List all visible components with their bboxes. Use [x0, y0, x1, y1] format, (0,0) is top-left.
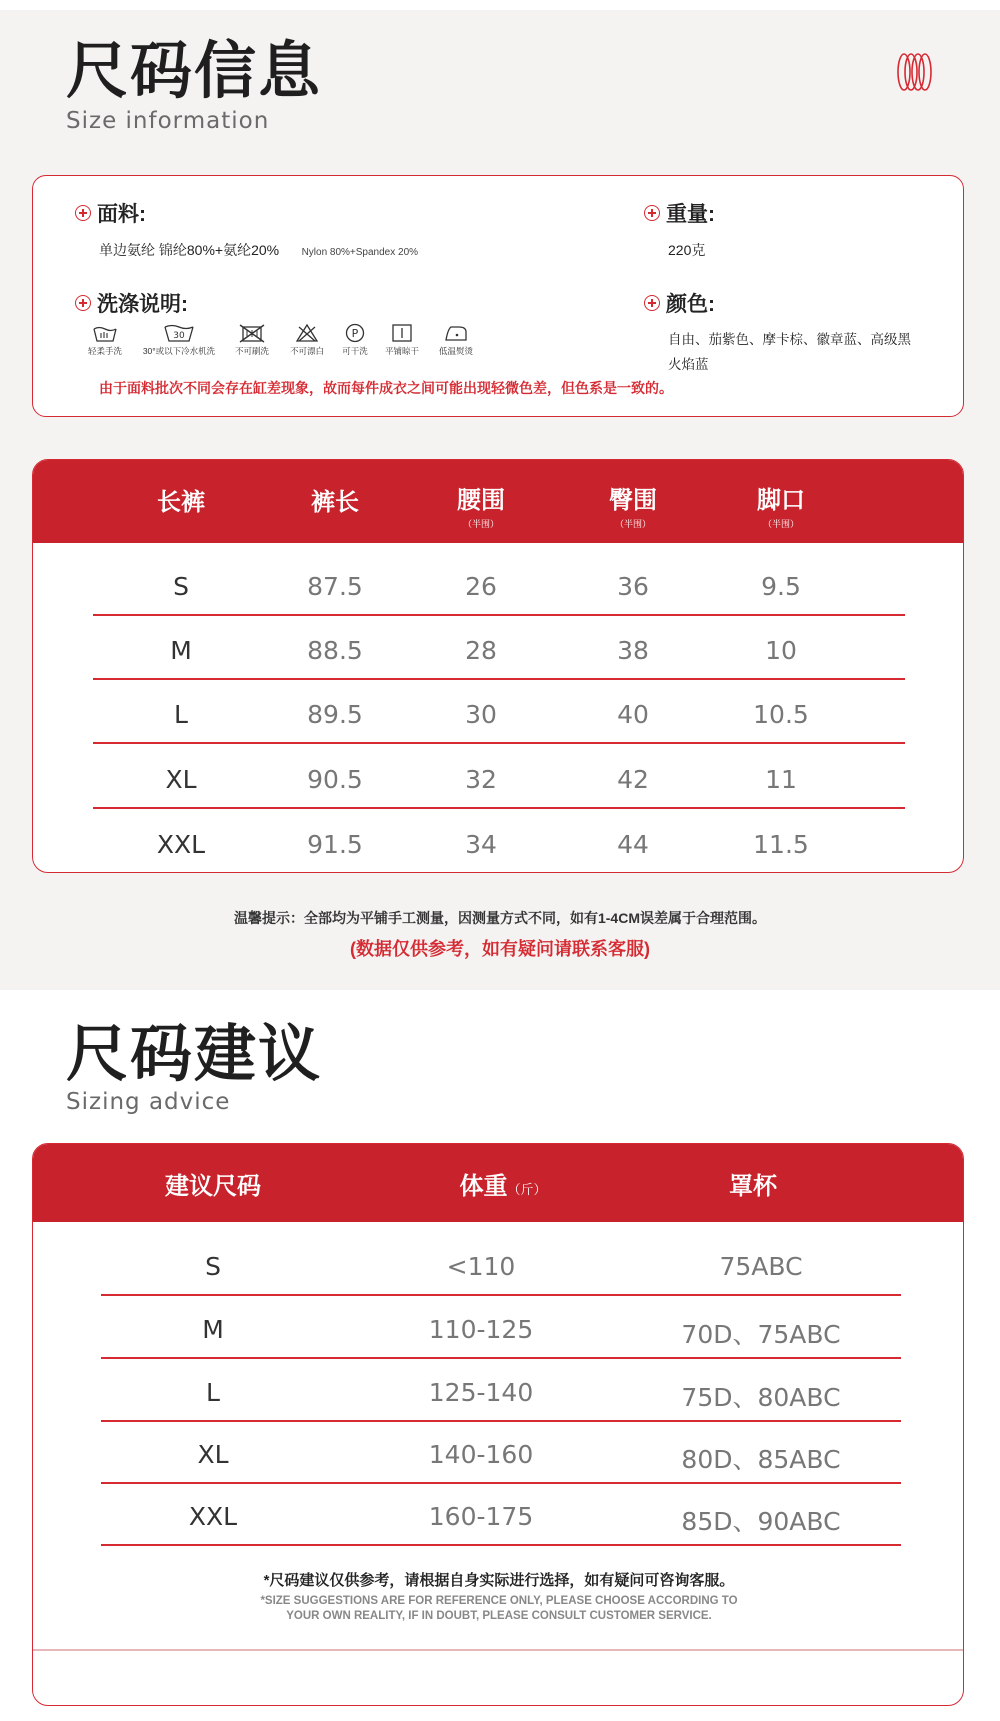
wash-label-text: 可干洗 — [342, 346, 368, 356]
advice-cup-cell: 75D、80ABC — [681, 1383, 841, 1412]
header-sub-label: （半围） — [614, 519, 651, 529]
measurement-cell: 32 — [465, 765, 497, 794]
header-label: 裤长 — [311, 489, 359, 516]
header-weight-label: 体重 — [459, 1173, 508, 1200]
advice-size-cell: M — [202, 1315, 224, 1344]
advice-cup-cell: 75ABC — [719, 1252, 803, 1281]
wash-label-text: 轻柔手洗 — [87, 346, 122, 356]
sizing-note-cn: *尺码建议仅供参考，请根据自身实际进行选择，如有疑问可咨询客服。 — [263, 1572, 735, 1589]
measurement-cell: 40 — [617, 700, 649, 729]
size-info-title: 尺码信息 — [66, 34, 323, 107]
measurement-cell: 10.5 — [753, 700, 809, 729]
advice-weight-cell: 140-160 — [428, 1440, 534, 1469]
wash-item-no-bleach — [281, 323, 333, 357]
measurement-cell: 28 — [465, 636, 497, 665]
measurement-cell: 30 — [465, 700, 497, 729]
size-table-header-cell — [275, 482, 395, 517]
weight-heading — [644, 198, 715, 228]
measurement-cell: 11 — [765, 765, 797, 794]
wash-item-flat-dry — [375, 323, 429, 357]
wash-item-no-scrub — [226, 323, 278, 357]
header-sub-label: （半围） — [762, 519, 799, 529]
sizing-note-en-1: *SIZE SUGGESTIONS ARE FOR REFERENCE ONLY, PLEASE CHOOSE ACCORDING TO — [260, 1595, 738, 1607]
wash-label-text: 不可刷洗 — [234, 346, 269, 356]
wash-label-text: 平铺晾干 — [384, 346, 419, 356]
fabric-label: 面料: — [97, 203, 146, 226]
hand-wash-icon — [92, 323, 118, 343]
measurement-cell: 91.5 — [307, 830, 363, 859]
measurement-cell: 9.5 — [761, 572, 801, 601]
measurement-cell: 26 — [465, 572, 497, 601]
size-info-subtitle: Size information — [66, 108, 270, 134]
advice-size-cell: XXL — [188, 1502, 238, 1531]
size-table-header-cell — [421, 480, 541, 530]
wash-label-text: 低温熨烫 — [438, 346, 473, 356]
measurement-cell: 44 — [617, 830, 649, 859]
sizing-advice-table — [32, 1143, 964, 1706]
header-weight — [373, 1166, 633, 1201]
dry-clean-letter: P — [351, 327, 359, 340]
row-divider — [101, 1357, 901, 1359]
machine-wash-30-icon — [163, 323, 195, 343]
header-label: 脚口 — [757, 487, 805, 514]
advice-weight-cell: <110 — [446, 1252, 516, 1281]
advice-cup-cell: 80D、85ABC — [681, 1445, 841, 1474]
advice-cup-cell: 70D、75ABC — [681, 1320, 841, 1349]
rings-icon — [896, 50, 936, 94]
color-value-line1: 自由、茄紫色、摩卡棕、徽章蓝、高级黑 — [668, 332, 911, 347]
wash-item-low-iron — [429, 323, 483, 357]
measurement-tip: 温馨提示：全部均为平铺手工测量，因测量方式不同，如有1-4CM误差属于合理范围。 — [233, 910, 766, 926]
weight-label: 重量: — [666, 203, 715, 226]
advice-size-cell: L — [206, 1378, 220, 1407]
header-label: 长裤 — [157, 489, 205, 516]
size-table-header-cell — [721, 480, 841, 530]
sizing-advice-subtitle: Sizing advice — [66, 1089, 231, 1115]
color-heading — [644, 288, 715, 318]
fabric-heading — [75, 198, 146, 228]
color-variance-note: 由于面料批次不同会存在缸差现象，故而每件成衣之间可能出现轻微色差，但色系是一致的。 — [99, 380, 673, 396]
wash-label-text: 30°或以下冷水机洗 — [142, 346, 216, 356]
measurement-cell: 89.5 — [307, 700, 363, 729]
row-divider — [93, 678, 905, 680]
advice-weight-cell: 110-125 — [428, 1315, 534, 1344]
sizing-advice-title: 尺码建议 — [66, 1017, 323, 1090]
plus-circle-icon — [644, 295, 660, 311]
row-divider — [101, 1544, 901, 1546]
size-table-header-cell — [121, 482, 241, 517]
wash-label: 洗涤说明: — [97, 293, 188, 316]
header-sub-label: （半围） — [462, 519, 499, 529]
sizing-note-en-2: YOUR OWN REALITY, IF IN DOUBT, PLEASE CONSULT CUSTOMER SERVICE. — [286, 1610, 712, 1622]
size-label-cell: S — [173, 572, 189, 601]
row-divider — [101, 1482, 901, 1484]
measurement-cell: 10 — [765, 636, 797, 665]
low-iron-icon — [443, 323, 469, 343]
advice-cup-cell: 85D、90ABC — [681, 1507, 841, 1536]
wash-label-text: 不可漂白 — [289, 346, 324, 356]
color-label: 颜色: — [666, 293, 715, 316]
header-label: 臀围 — [609, 487, 657, 514]
header-suggested-size: 建议尺码 — [165, 1173, 261, 1200]
wash-heading — [75, 288, 188, 318]
header-cup: 罩杯 — [729, 1173, 777, 1200]
measurement-cell: 90.5 — [307, 765, 363, 794]
flat-dry-icon — [391, 323, 413, 343]
measurement-cell: 36 — [617, 572, 649, 601]
size-label-cell: XL — [165, 765, 197, 794]
wash-item-machine — [137, 323, 221, 357]
advice-weight-cell: 125-140 — [428, 1378, 534, 1407]
measurement-cell: 34 — [465, 830, 497, 859]
divider — [33, 1649, 964, 1651]
size-label-cell: L — [174, 700, 188, 729]
no-scrub-icon — [238, 323, 266, 343]
product-info-card — [32, 175, 964, 417]
advice-size-cell: XL — [197, 1440, 229, 1469]
measurement-cell: 88.5 — [307, 636, 363, 665]
plus-circle-icon — [644, 205, 660, 221]
row-divider — [93, 614, 905, 616]
wash-item-hand — [79, 323, 131, 357]
row-divider — [93, 742, 905, 744]
size-label-cell: M — [170, 636, 192, 665]
row-divider — [93, 807, 905, 809]
size-table-header-cell — [573, 480, 693, 530]
fabric-value-row — [99, 240, 418, 260]
row-divider — [101, 1294, 901, 1296]
size-table — [32, 459, 964, 873]
no-bleach-icon — [295, 323, 319, 343]
weight-value: 220克 — [668, 242, 706, 258]
size-label-cell: XXL — [156, 830, 206, 859]
plus-circle-icon — [75, 295, 91, 311]
header-weight-unit: （斤） — [507, 1182, 547, 1197]
header-label: 腰围 — [457, 487, 505, 514]
measurement-cell: 42 — [617, 765, 649, 794]
advice-size-cell: S — [205, 1252, 221, 1281]
wash-item-dry-clean — [333, 323, 377, 357]
fabric-value-en: Nylon 80%+Spandex 20% — [301, 247, 419, 258]
dry-clean-icon — [344, 323, 366, 343]
measurement-cell: 11.5 — [753, 830, 809, 859]
reference-note: (数据仅供参考，如有疑问请联系客服) — [350, 939, 650, 959]
wash-temp-text: 30 — [173, 331, 185, 341]
fabric-value: 单边氨纶 锦纶80%+氨纶20% — [99, 242, 280, 258]
advice-weight-cell: 160-175 — [428, 1502, 534, 1531]
measurement-cell: 38 — [617, 636, 649, 665]
color-value-line2: 火焰蓝 — [668, 357, 709, 372]
measurement-cell: 87.5 — [307, 572, 363, 601]
plus-circle-icon — [75, 205, 91, 221]
row-divider — [101, 1420, 901, 1422]
